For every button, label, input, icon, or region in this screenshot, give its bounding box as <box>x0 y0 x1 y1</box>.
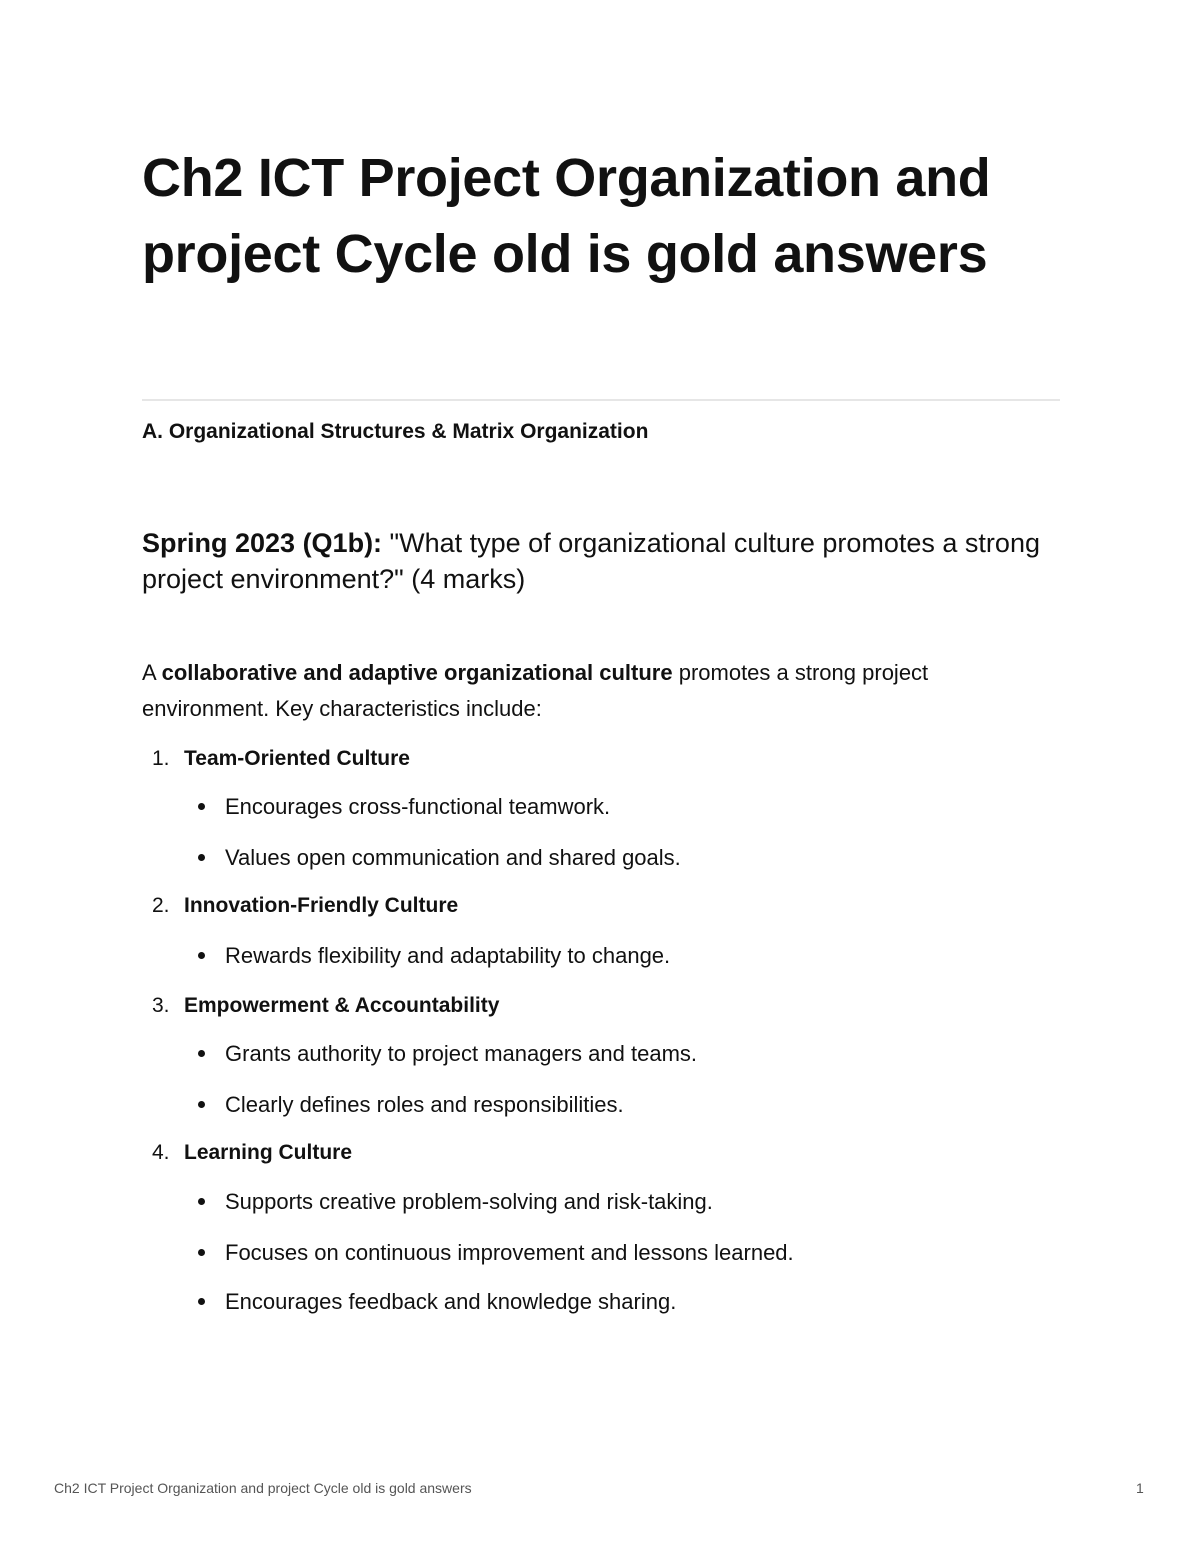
bullet-dot-icon <box>198 1198 205 1205</box>
list-number: 2. <box>152 894 170 917</box>
list-item-1 <box>152 745 410 773</box>
bullet-dot-icon <box>198 952 205 959</box>
bullet-dot-icon <box>198 854 205 861</box>
intro-suffix: promotes a strong project environment. Key characteristics include: <box>142 660 929 721</box>
bullet-text: Rewards flexibility and adaptability to change. <box>225 943 671 968</box>
bullet-item <box>198 941 670 971</box>
list-number: 3. <box>152 994 170 1017</box>
bullet-item <box>198 1238 794 1268</box>
bullet-dot-icon <box>198 803 205 810</box>
bullet-text: Clearly defines roles and responsibilities. <box>225 1092 624 1117</box>
question-text: "What type of organizational culture promotes a strong project environment?" (4 marks) <box>142 528 1040 594</box>
list-item-title: Team-Oriented Culture <box>184 747 410 770</box>
bullet-item <box>198 1039 697 1069</box>
section-heading: A. Organizational Structures & Matrix Organization <box>142 420 649 443</box>
bullet-item <box>198 843 681 873</box>
list-item-2 <box>152 892 458 920</box>
bullet-text: Encourages feedback and knowledge sharing. <box>225 1289 677 1314</box>
bullet-text: Supports creative problem-solving and risk-taking. <box>225 1189 713 1214</box>
bullet-text: Focuses on continuous improvement and lessons learned. <box>225 1240 794 1265</box>
list-item-title: Innovation-Friendly Culture <box>184 894 459 917</box>
bullet-dot-icon <box>198 1298 205 1305</box>
list-number: 4. <box>152 1141 170 1164</box>
question-heading <box>142 525 1042 597</box>
bullet-text: Grants authority to project managers and teams. <box>225 1041 698 1066</box>
list-number: 1. <box>152 747 170 770</box>
bullet-dot-icon <box>198 1249 205 1256</box>
bullet-item <box>198 1287 676 1317</box>
list-item-4 <box>152 1139 352 1167</box>
page-title: Ch2 ICT Project Organization and project Cycle old is gold answers <box>142 148 991 284</box>
list-item-title: Learning Culture <box>184 1141 353 1164</box>
bullet-dot-icon <box>198 1050 205 1057</box>
bullet-item <box>198 1187 713 1217</box>
intro-paragraph <box>142 655 1042 727</box>
footer-page-number: 1 <box>1136 1480 1144 1496</box>
list-item-3 <box>152 992 499 1020</box>
bullet-text: Encourages cross-functional teamwork. <box>225 794 611 819</box>
list-item-title: Empowerment & Accountability <box>184 994 500 1017</box>
bullet-item <box>198 792 610 822</box>
bullet-text: Values open communication and shared goals. <box>225 845 681 870</box>
footer-doc-title: Ch2 ICT Project Organization and project Cycle old is gold answers <box>54 1480 472 1496</box>
intro-bold: collaborative and adaptive organizational culture <box>161 660 673 685</box>
bullet-dot-icon <box>198 1101 205 1108</box>
intro-prefix: A <box>142 660 162 685</box>
question-label: Spring 2023 (Q1b): <box>142 528 383 558</box>
bullet-item <box>198 1090 624 1120</box>
title-divider <box>142 399 1060 401</box>
